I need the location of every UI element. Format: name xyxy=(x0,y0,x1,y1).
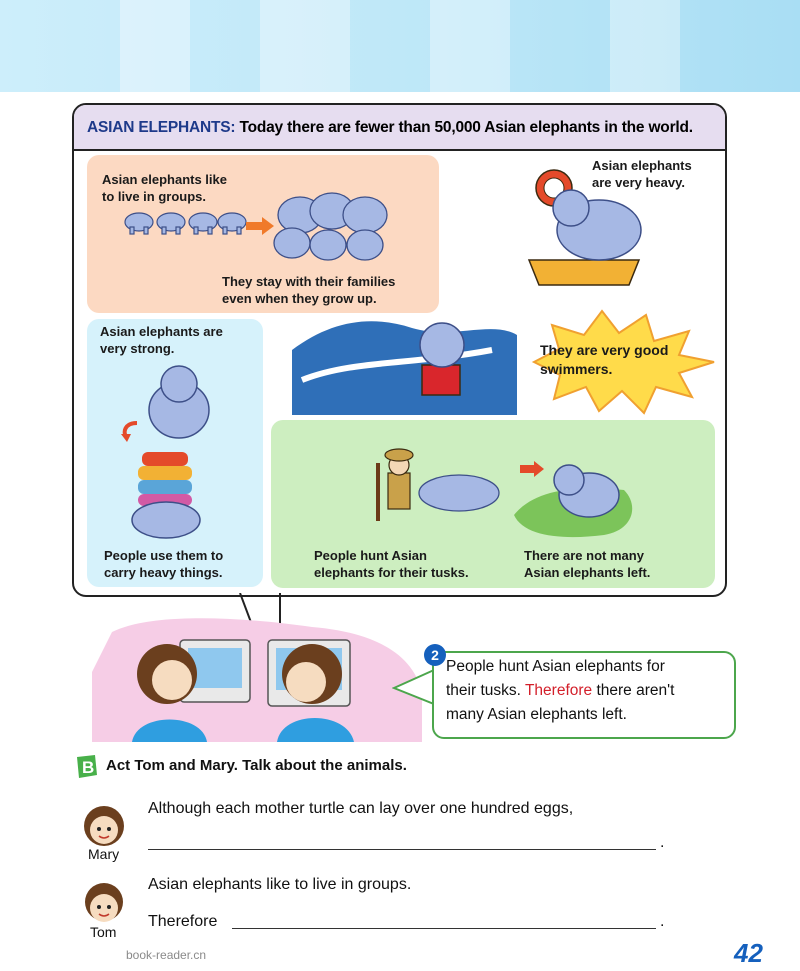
dialog-text xyxy=(446,655,726,727)
mary-answer-line[interactable] xyxy=(148,849,656,850)
banner-stripe xyxy=(120,0,190,92)
tom-period: . xyxy=(660,913,665,930)
bubble-tail xyxy=(392,664,436,708)
groups-line-1: Asian elephants like xyxy=(102,172,227,187)
info-title xyxy=(87,119,693,137)
mary-name: Mary xyxy=(88,846,120,862)
elephant-carrying-load-illustration xyxy=(104,450,224,545)
dialog-line-2-start: their tusks. xyxy=(446,682,525,699)
heavy-text xyxy=(592,157,692,191)
page-number: 42 xyxy=(734,938,763,968)
groups-text xyxy=(102,171,227,205)
swimming-elephant-illustration xyxy=(292,310,517,415)
kids-at-computers-illustration xyxy=(92,612,422,742)
carry-text xyxy=(104,547,223,581)
tom-avatar xyxy=(80,878,128,926)
strong-text xyxy=(100,323,223,357)
left-line-2: Asian elephants left. xyxy=(524,565,651,580)
hunter-illustration xyxy=(364,433,504,528)
dialog-line-3: many Asian elephants left. xyxy=(446,706,627,723)
info-title-text: Today there are fewer than 50,000 Asian elephants in the world. xyxy=(239,119,693,136)
tom-name: Tom xyxy=(90,924,117,940)
left-text xyxy=(524,547,650,581)
elephant-family-illustration xyxy=(270,187,395,267)
swim-line-2: swimmers. xyxy=(540,361,613,377)
tom-answer-line[interactable] xyxy=(232,928,656,929)
swim-line-1: They are very good xyxy=(540,342,669,358)
section-b-icon xyxy=(75,753,99,779)
families-text xyxy=(222,273,395,307)
heavy-line-2: are very heavy. xyxy=(592,175,685,190)
groups-line-2: to live in groups. xyxy=(102,189,207,204)
mary-period: . xyxy=(660,834,665,851)
dialog-number-badge: 2 xyxy=(424,644,446,666)
heavy-line-1: Asian elephants xyxy=(592,158,692,173)
banner-stripe xyxy=(610,0,680,92)
banner-stripe xyxy=(260,0,350,92)
asian-elephants-info-box xyxy=(72,103,727,597)
watermark: book-reader.cn xyxy=(126,948,207,962)
families-line-1: They stay with their families xyxy=(222,274,396,289)
info-title-label: ASIAN ELEPHANTS: xyxy=(87,119,236,136)
dialog-line-2-end: there aren't xyxy=(592,682,675,699)
left-line-1: There are not many xyxy=(524,548,644,563)
small-elephants-illustration xyxy=(122,207,252,235)
hunt-line-2: elephants for their tusks. xyxy=(314,565,469,580)
dialog-keyword: Therefore xyxy=(524,682,593,699)
tom-prompt: Asian elephants like to live in groups. xyxy=(148,876,412,893)
info-header xyxy=(74,105,725,151)
section-b-letter: B xyxy=(82,758,95,777)
carry-line-1: People use them to xyxy=(104,548,224,563)
hunt-line-1: People hunt Asian xyxy=(314,548,427,563)
hunt-text xyxy=(314,547,469,581)
carry-line-2: carry heavy things. xyxy=(104,565,223,580)
mary-prompt: Although each mother turtle can lay over one hundred eggs, xyxy=(148,800,574,817)
dialog-line-2 xyxy=(446,679,726,703)
swim-text xyxy=(540,341,668,379)
mary-avatar xyxy=(80,800,128,848)
strong-line-2: very strong. xyxy=(100,341,175,356)
strong-elephant-illustration xyxy=(134,360,224,445)
section-b-title: Act Tom and Mary. Talk about the animals. xyxy=(106,757,407,774)
families-line-2: even when they grow up. xyxy=(222,291,377,306)
dialog-line-1: People hunt Asian elephants for xyxy=(446,658,665,675)
curved-arrow-icon xyxy=(119,420,141,442)
top-banner xyxy=(0,0,800,92)
strong-line-1: Asian elephants are xyxy=(100,324,223,339)
lonely-elephant-illustration xyxy=(504,445,644,540)
tom-therefore: Therefore xyxy=(148,913,218,930)
banner-stripe xyxy=(430,0,510,92)
